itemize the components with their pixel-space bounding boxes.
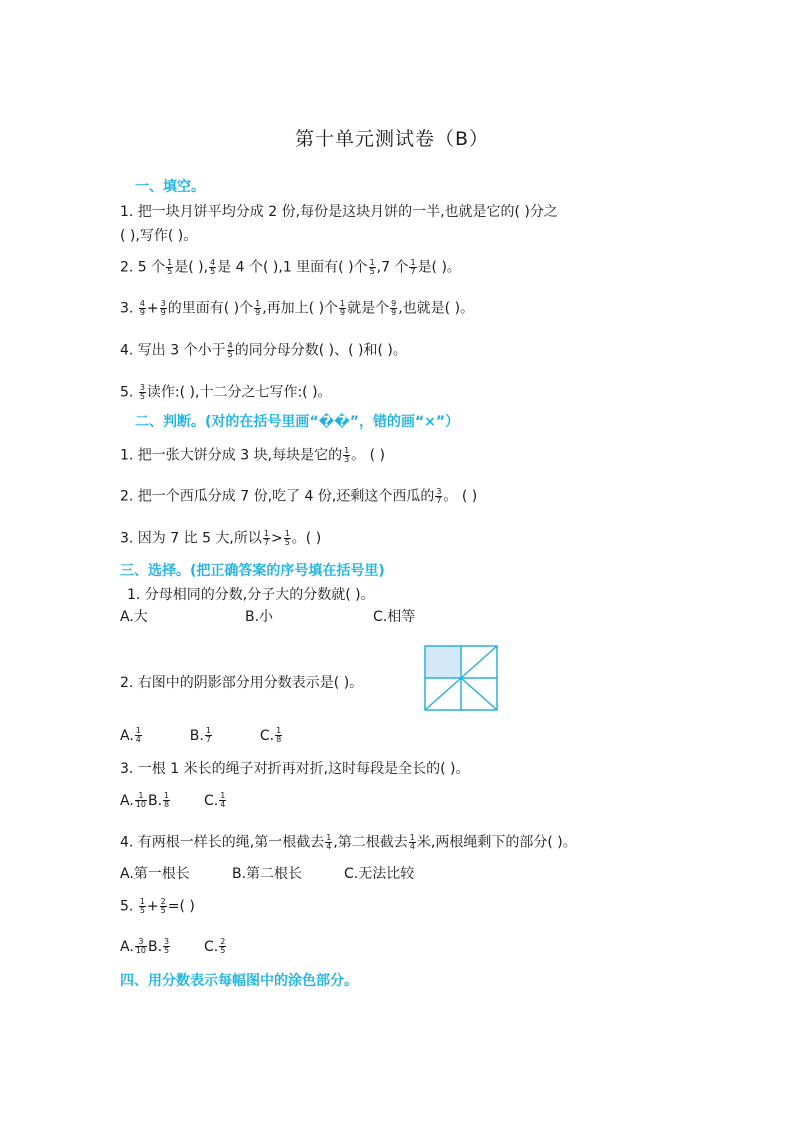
fraction: $\frac{1}{5}$ xyxy=(284,529,290,547)
fraction: $\frac{3}{7}$ xyxy=(436,487,442,505)
fraction: $\frac{1}{9}$ xyxy=(340,299,346,317)
option-b: B. $\frac{3}{5}$ xyxy=(147,937,170,955)
fraction: $\frac{3}{5}$ xyxy=(139,383,145,401)
option-b: B. $\frac{1}{7}$ xyxy=(189,726,211,744)
section-4-heading: 四、用分数表示每幅图中的涂色部分。 xyxy=(120,973,358,989)
s3-q1-option-a: A.大 xyxy=(120,609,148,625)
fraction: $\frac{3}{9}$ xyxy=(160,299,166,317)
s3-q4-option-c: C.无法比较 xyxy=(344,866,415,882)
shaded-part xyxy=(425,646,461,678)
s3-q1-option-b: B.小 xyxy=(245,609,274,625)
fraction: $\frac{1}{9}$ xyxy=(255,299,261,317)
fraction: $\frac{1}{5}$ xyxy=(167,258,173,276)
fraction: $\frac{4}{9}$ xyxy=(139,299,145,317)
s3-q4-option-a: A.第一根长 xyxy=(120,866,190,882)
section-1-heading: 一、填空。 xyxy=(135,179,205,195)
option-a: A. $\frac{1}{10}$ xyxy=(120,791,146,809)
s3-q4: 4. 有两根一样长的绳,第一根截去 $\frac{1}{4}$ ,第二根截去 $\frac{1}{4}$ 米,两根绳剩下的部分( )。 xyxy=(120,833,577,851)
fraction: $\frac{9}{9}$ xyxy=(391,299,397,317)
s1-q1-line1: 1. 把一块月饼平均分成 2 份,每份是这块月饼的一半,也就是它的( )分之 xyxy=(120,204,558,220)
fraction: $\frac{4}{5}$ xyxy=(227,341,233,359)
s3-q5: 5. $\frac{1}{5}$ + $\frac{2}{5}$ =( ) xyxy=(120,897,195,915)
option-c: C. $\frac{2}{5}$ xyxy=(204,937,226,955)
option-a: A. $\frac{3}{10}$ xyxy=(120,937,146,955)
shaded-square-diagram xyxy=(424,645,498,711)
option-c: C. $\frac{1}{8}$ xyxy=(259,726,282,744)
option-b: B. $\frac{1}{8}$ xyxy=(147,791,170,809)
s2-q3: 3. 因为 7 比 5 大,所以 $\frac{1}{7}$ > $\frac{1}{5}$ 。( ) xyxy=(120,529,322,547)
option-a: A. $\frac{1}{4}$ xyxy=(120,726,141,744)
s3-q1-option-c: C.相等 xyxy=(373,609,416,625)
s1-q5: 5. $\frac{3}{5}$ 读作:( ),十二分之七写作:( )。 xyxy=(120,383,332,401)
s3-q5-options xyxy=(120,938,227,955)
fraction: $\frac{1}{3}$ xyxy=(344,446,350,464)
fraction: $\frac{1}{7}$ xyxy=(263,529,269,547)
s3-q3: 3. 一根 1 米长的绳子对折再对折,这时每段是全长的( )。 xyxy=(120,761,470,777)
fraction: $\frac{1}{5}$ xyxy=(369,258,375,276)
fraction: $\frac{1}{4}$ xyxy=(409,833,415,851)
s2-q1: 1. 把一张大饼分成 3 块,每块是它的 $\frac{1}{3}$ 。 ( ) xyxy=(120,446,385,464)
section-3-heading: 三、选择。(把正确答案的序号填在括号里) xyxy=(120,563,385,579)
s3-q2: 2. 右图中的阴影部分用分数表示是( )。 xyxy=(120,675,364,691)
fraction: $\frac{1}{5}$ xyxy=(139,897,145,915)
s2-q2: 2. 把一个西瓜分成 7 份,吃了 4 份,还剩这个西瓜的 $\frac{3}{7}$ 。 ( ) xyxy=(120,487,478,505)
s3-q3-options xyxy=(120,792,227,809)
section-2-heading: 二、判断。(对的在括号里画“��”，错的画“×”） xyxy=(135,414,460,430)
fraction: $\frac{2}{5}$ xyxy=(160,897,166,915)
option-c: C. $\frac{1}{4}$ xyxy=(204,791,226,809)
fraction: $\frac{1}{4}$ xyxy=(326,833,332,851)
s3-q1: 1. 分母相同的分数,分子大的分数就( )。 xyxy=(127,587,375,603)
page-title: 第十单元测试卷（B） xyxy=(295,128,490,150)
s1-q3: 3. $\frac{4}{9}$ + $\frac{3}{9}$ 的里面有( )个 $\frac{1}{9}$ ,再加上( )个 $\frac{1}{9}$ 就是个 $\frac{9}{9}$ ,也就是( )。 xyxy=(120,299,475,317)
s1-q4: 4. 写出 3 个小于 $\frac{4}{5}$ 的同分母分数( )、( )和( )。 xyxy=(120,341,407,359)
s1-q2: 2. 5 个 $\frac{1}{5}$ 是( ), $\frac{4}{5}$ 是 4 个( ),1 里面有( )个 $\frac{1}{5}$ ,7 个 $\frac{1}{7}$ 是( )。 xyxy=(120,258,461,276)
fraction: $\frac{1}{7}$ xyxy=(410,258,416,276)
s1-q1-line2: ( ),写作( )。 xyxy=(120,228,198,244)
fraction: $\frac{4}{5}$ xyxy=(210,258,216,276)
s3-q4-option-b: B.第二根长 xyxy=(232,866,303,882)
s3-q2-options xyxy=(120,727,283,744)
